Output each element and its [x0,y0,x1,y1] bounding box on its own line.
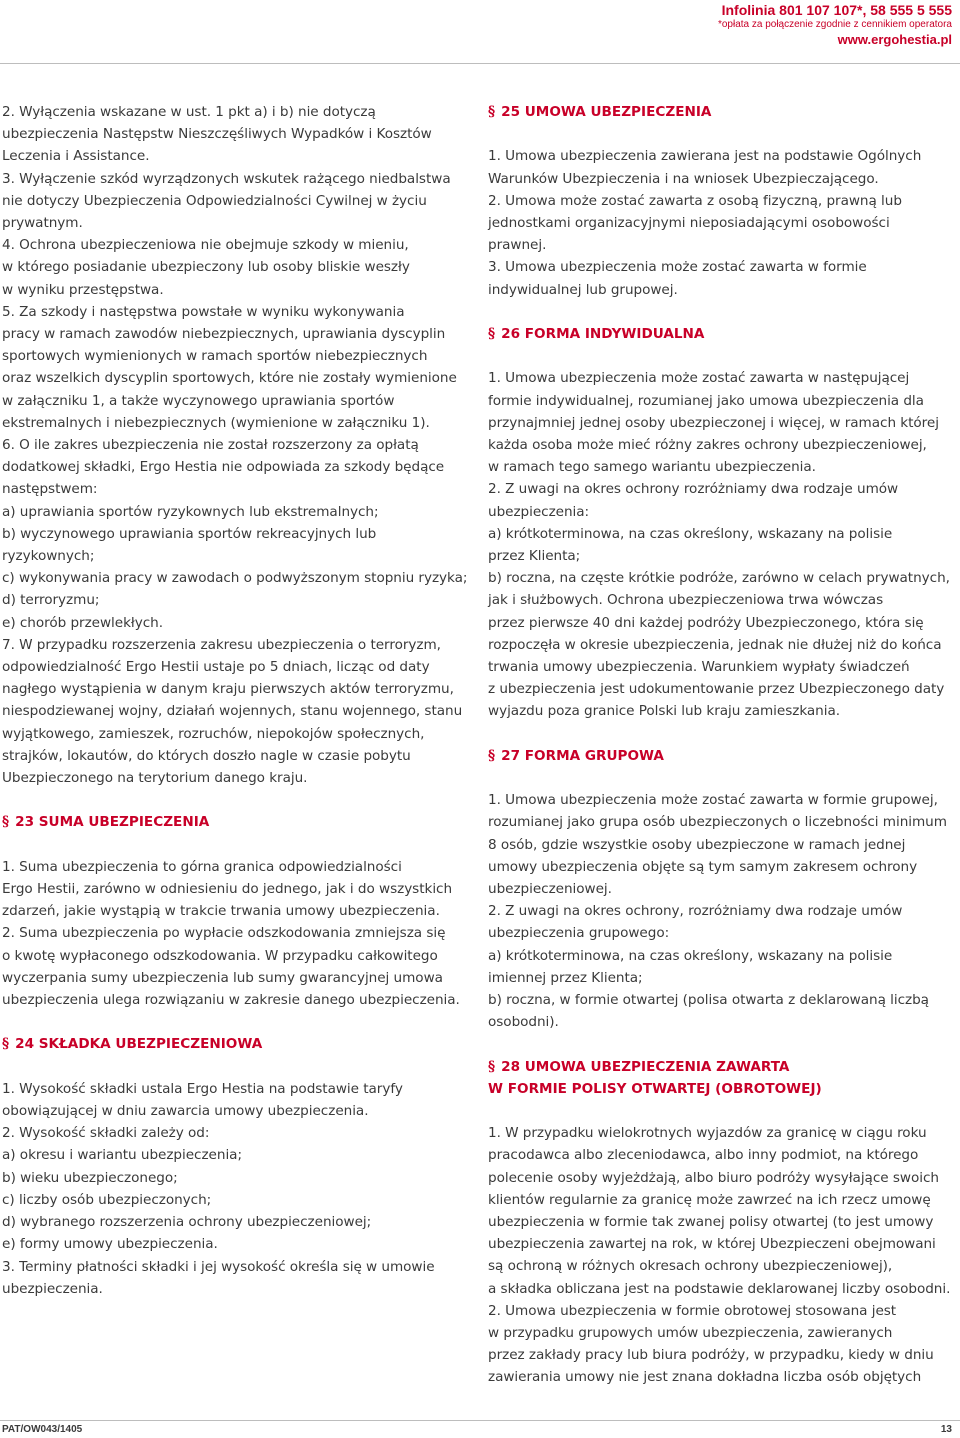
text-line: przez zakłady pracy lub biura podróży, w przypadku, kiedy w dniu [488,1347,934,1364]
spacer [488,301,956,323]
header-contact [718,2,952,48]
text-line: b) wyczynowego uprawiania sportów rekreacyjnych lub [2,525,377,542]
text-line: a składka obliczana jest na podstawie deklarowanej liczby osobodni. [488,1280,951,1297]
section-title: 27 FORMA GRUPOWA [501,747,664,764]
text-line: e) formy umowy ubezpieczenia. [2,1236,218,1253]
text-line: z ubezpieczenia jest udokumentowanie przez Ubezpieczonego daty [488,681,945,698]
section-heading [488,323,956,345]
text-line: 2. Suma ubezpieczenia po wypłacie odszkodowania zmniejsza się [2,925,446,942]
text-line: d) wybranego rozszerzenia ochrony ubezpieczeniowej; [2,1214,372,1231]
text-line: 2. Umowa ubezpieczenia w formie obrotowej stosowana jest [488,1302,897,1319]
section-title: 23 SUMA UBEZPIECZENIA [15,814,210,831]
hotline-phone: Infolinia 801 107 107*, 58 555 5 555 [721,2,952,18]
text-line: 1. Umowa ubezpieczenia może zostać zawarta w formie grupowej, [488,792,938,809]
spacer [2,789,469,811]
text-line: a) uprawiania sportów ryzykownych lub ekstremalnych; [2,503,379,520]
text-line: prawnej. [488,237,547,254]
spacer [488,1033,956,1055]
section-title: 25 UMOWA UBEZPIECZENIA [501,104,712,120]
text-line: zawierania umowy nie jest znana dokładna liczba osób objętych [488,1369,922,1386]
text-line: b) wieku ubezpieczonego; [2,1169,178,1186]
text-line: 2. Wysokość składki zależy od: [2,1125,210,1142]
text-line: jednostkami organizacyjnymi nieposiadającymi osobowości [488,215,890,231]
text-line: dodatkowej składki, Ergo Hestia nie odpowiada za szkody będące [2,459,445,476]
text-line: wyjątkowego, zamieszek, rozruchów, niepokojów społecznych, [2,725,425,742]
text-line: ubezpieczenia zawartej na rok, w której Ubezpieczeni obejmowani [488,1236,936,1253]
text-line: ekstremalnych i niebezpiecznych (wymienione w załączniku 1). [2,414,430,431]
text-line: d) terroryzmu; [2,592,100,609]
text-line: wyjazdu poza granice Polski lub kraju zamieszkania. [488,703,841,720]
text-line: ubezpieczeniowej. [488,881,612,898]
spacer [2,1056,469,1078]
text-line: 5. Za szkody i następstwa powstałe w wyniku wykonywania [2,303,405,320]
text-line: oraz wszelkich dyscyplin sportowych, które nie zostały wymienione [2,370,457,387]
section-heading [2,811,469,833]
text-line: 6. O ile zakres ubezpieczenia nie został rozszerzony za opłatą [2,437,419,454]
text-line: 3. Terminy płatności składki i jej wysokość określa się w umowie [2,1258,435,1275]
text-line: 1. Suma ubezpieczenia to górna granica odpowiedzialności [2,858,402,875]
text-line: 1. Umowa ubezpieczenia może zostać zawarta w następującej [488,370,910,387]
text-line: ryzykownych; [2,548,95,565]
text-line: 1. Wysokość składki ustala Ergo Hestia na podstawie taryfy [2,1080,403,1097]
document-code: PAT/OW043/1405 [2,1424,83,1435]
text-line: b) roczna, na częste krótkie podróże, zarówno w celach prywatnych, [488,570,950,587]
section-symbol-icon: § [488,326,496,342]
text-line: obowiązującej w dniu zawarcia umowy ubezpieczenia. [2,1103,369,1120]
text-line: osobodni). [488,1014,559,1031]
spacer [488,1100,956,1122]
text-line: c) wykonywania pracy w zawodach o podwyższonym stopniu ryzyka; [2,570,468,587]
section-heading [488,1056,956,1078]
text-line: w wyniku przestępstwa. [2,281,164,298]
text-line: jak i służbowych. Ochrona ubezpieczeniowa trwa wówczas [488,592,884,609]
text-line: c) liczby osób ubezpieczonych; [2,1191,212,1208]
text-line: b) roczna, w formie otwartej (polisa otwarta z deklarowaną liczbą [488,992,929,1009]
text-line: klientów regularnie za granicę może zawrzeć na ich rzecz umowę [488,1191,931,1208]
text-line: wyczerpania sumy ubezpieczenia lub sumy gwarancyjnej umowa [2,969,443,986]
spacer [2,834,469,856]
spacer [488,123,956,145]
section-symbol-icon: § [2,814,10,831]
text-line: 8 osób, gdzie wszystkie osoby ubezpieczone w ramach jednej [488,836,906,853]
text-line: formie indywidualnej, rozumianej jako umowa ubezpieczenia dla [488,392,924,409]
text-line: ubezpieczenia: [488,503,590,520]
section-title: 24 SKŁADKA UBEZPIECZENIOWA [15,1036,263,1053]
text-line: Ubezpieczonego na terytorium danego kraju. [2,770,308,787]
footer-divider [0,1420,960,1421]
text-line: ubezpieczenia Następstw Nieszczęśliwych Wypadków i Kosztów [2,126,432,143]
text-line: trwania umowy ubezpieczenia. Warunkiem wypłaty świadczeń [488,659,910,676]
text-line: ubezpieczenia grupowego: [488,925,670,942]
text-line: w przypadku grupowych umów ubezpieczenia, zawieranych [488,1325,893,1342]
text-line: nie dotyczy Ubezpieczenia Odpowiedzialności Cywilnej w życiu [2,192,427,209]
section-symbol-icon: § [488,104,496,120]
text-line: przez Klienta; [488,548,581,565]
left-column [2,101,469,1300]
text-line: każda osoba może mieć różny zakres ochrony ubezpieczeniowej, [488,437,927,453]
text-line: polecenie osoby wyjeżdżają, albo biuro podróży wysyłające swoich [488,1169,939,1186]
section-title: 28 UMOWA UBEZPIECZENIA ZAWARTA [501,1058,790,1075]
text-line: 3. Wyłączenie szkód wyrządzonych wskutek rażącego niedbalstwa [2,170,451,187]
call-cost-note: *opłata za połączenie zgodnie z cennikiem operatora [717,19,952,30]
text-line: są ochroną w różnych okresach ochrony ubezpieczeniowej), [488,1258,893,1275]
section-heading [488,745,956,767]
spacer [488,767,956,789]
page-number: 13 [940,1424,952,1435]
section-title: 26 FORMA INDYWIDUALNA [501,326,705,342]
text-line: ubezpieczenia ulega rozwiązaniu w zakresie danego ubezpieczenia. [2,992,460,1009]
text-line: sportowych wymienionych w ramach sportów niebezpiecznych [2,348,428,365]
text-line: 4. Ochrona ubezpieczeniowa nie obejmuje szkody w mieniu, [2,237,409,254]
spacer [488,345,956,367]
text-line: a) okresu i wariantu ubezpieczenia; [2,1147,242,1164]
section-symbol-icon: § [2,1036,10,1053]
text-line: następstwem: [2,481,98,498]
text-line: rozpoczęła w okresie ubezpieczenia, jednak nie dłużej niż do końca [488,636,942,653]
text-line: e) chorób przewlekłych. [2,614,163,631]
section-heading [488,101,956,123]
text-line: 3. Umowa ubezpieczenia może zostać zawarta w formie [488,259,867,276]
text-line: niespodziewanej wojny, działań wojennych, stanu wojennego, stanu [2,703,463,720]
text-line: 2. Z uwagi na okres ochrony, rozróżniamy dwa rodzaje umów [488,903,903,920]
text-line: 2. Wyłączenia wskazane w ust. 1 pkt a) i b) nie dotyczą [2,104,376,120]
text-line: pracy w ramach zawodów niebezpiecznych, uprawiania dyscyplin [2,326,446,343]
spacer [488,723,956,745]
text-line: indywidualnej lub grupowej. [488,281,678,298]
text-line: przez pierwsze 40 dni każdej podróży Ubezpieczonego, która się [488,614,924,631]
section-symbol-icon: § [488,747,496,764]
text-line: a) krótkoterminowa, na czas określony, wskazany na polisie [488,947,893,964]
text-line: 1. Umowa ubezpieczenia zawierana jest na podstawie Ogólnych [488,148,922,165]
text-line: nagłego wystąpienia w danym kraju pierwszych aktów terroryzmu, [2,681,454,698]
text-line: 2. Umowa może zostać zawarta z osobą fizyczną, prawną lub [488,192,902,209]
text-line: a) krótkoterminowa, na czas określony, wskazany na polisie [488,525,893,542]
text-line: ubezpieczenia. [2,1280,103,1297]
text-line: Warunków Ubezpieczenia i na wniosek Ubezpieczającego. [488,170,879,187]
text-line: 1. W przypadku wielokrotnych wyjazdów za granicę w ciągu roku [488,1125,927,1142]
section-title-continued: W FORMIE POLISY OTWARTEJ (OBROTOWEJ) [488,1080,822,1097]
text-line: ubezpieczenia w formie tak zwanej polisy otwartej (to jest umowy [488,1214,934,1231]
header-divider [0,63,960,64]
text-line: w ramach tego samego wariantu ubezpieczenia. [488,459,816,476]
text-line: Ergo Hestii, zarówno w odniesieniu do jednego, jak i do wszystkich [2,881,453,898]
text-line: o kwotę wypłaconego odszkodowania. W przypadku całkowitego [2,947,438,964]
section-symbol-icon: § [488,1058,496,1075]
website-link[interactable]: www.ergohestia.pl [837,32,952,47]
text-line: umowy ubezpieczenia objęte są tym samym zakresem ochrony [488,858,918,875]
right-column [488,101,956,1389]
text-line: odpowiedzialność Ergo Hestii ustaje po 5 dniach, licząc od daty [2,659,430,676]
text-line: imiennej przez Klienta; [488,969,643,986]
text-line: przynajmniej jednej osoby ubezpieczonej i więcej, w ramach której [488,414,939,431]
text-line: rozumianej jako grupa osób ubezpieczonych o liczebności minimum [488,814,947,831]
section-heading [2,1033,469,1055]
text-line: strajków, lokautów, do których doszło nagle w czasie pobytu [2,747,411,764]
text-line: 7. W przypadku rozszerzenia zakresu ubezpieczenia o terroryzm, [2,636,441,653]
text-line: pracodawca albo zleceniodawca, albo inny podmiot, na którego [488,1147,919,1164]
text-line: prywatnym. [2,215,83,232]
spacer [2,1011,469,1033]
text-line: w załączniku 1, a także wyczynowego uprawiania sportów [2,392,395,409]
text-line: w którego posiadanie ubezpieczony lub osoby bliskie weszły [2,259,410,276]
text-line: 2. Z uwagi na okres ochrony rozróżniamy dwa rodzaje umów [488,481,899,498]
text-line: zdarzeń, jakie wystąpią w trakcie trwania umowy ubezpieczenia. [2,903,440,920]
text-line: Leczenia i Assistance. [2,148,150,165]
